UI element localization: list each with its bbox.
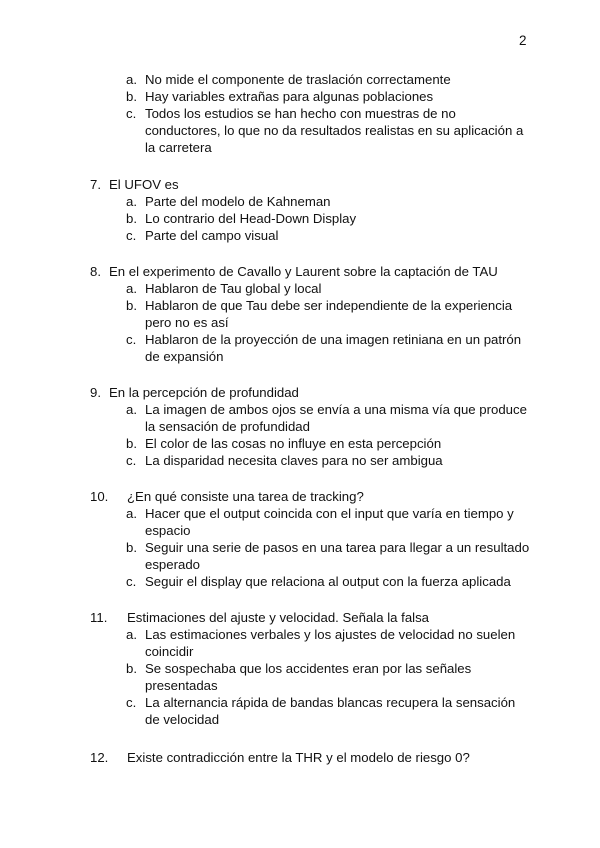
option-text: Hablaron de la proyección de una imagen retiniana en un patrón de expansión xyxy=(145,332,522,364)
option-9b xyxy=(90,435,540,452)
page-number: 2 xyxy=(519,33,527,48)
option-letter: a. xyxy=(126,281,137,296)
option-text: Todos los estudios se han hecho con muestras de no conductores, lo que no da resultados realistas en su aplicación a la carretera xyxy=(145,106,524,155)
option-8c xyxy=(90,331,540,365)
question-number: 8. xyxy=(90,264,101,279)
option-text: La imagen de ambos ojos se envía a una misma vía que produce la sensación de profundidad xyxy=(145,402,527,434)
option-11a xyxy=(90,626,540,660)
option-letter: c. xyxy=(126,453,137,468)
option-letter: b. xyxy=(126,436,137,451)
option-text: Parte del modelo de Kahneman xyxy=(145,194,331,209)
option-text: Hacer que el output coincida con el input que varía en tiempo y espacio xyxy=(145,506,514,538)
option-text: La disparidad necesita claves para no ser ambigua xyxy=(145,453,443,468)
option-letter: b. xyxy=(126,211,137,226)
question-8 xyxy=(90,263,540,365)
option-6a xyxy=(90,71,540,88)
option-text: No mide el componente de traslación correctamente xyxy=(145,72,451,87)
question-text: El UFOV es xyxy=(109,177,179,192)
option-letter: c. xyxy=(126,332,137,347)
option-8b xyxy=(90,297,540,331)
question-6-continuation xyxy=(90,71,540,156)
option-9a xyxy=(90,401,540,435)
option-6b xyxy=(90,88,540,105)
question-text: Existe contradicción entre la THR y el modelo de riesgo 0? xyxy=(127,750,470,765)
question-number: 9. xyxy=(90,385,101,400)
option-text: Las estimaciones verbales y los ajustes de velocidad no suelen coincidir xyxy=(145,627,516,659)
question-10 xyxy=(90,488,540,590)
option-text: Hablaron de que Tau debe ser independiente de la experiencia pero no es así xyxy=(145,298,513,330)
question-number: 7. xyxy=(90,177,101,192)
question-number: 12. xyxy=(90,750,109,765)
option-10c xyxy=(90,573,540,590)
question-text: ¿En qué consiste una tarea de tracking? xyxy=(127,489,364,504)
option-letter: b. xyxy=(126,298,137,313)
option-text: Hay variables extrañas para algunas poblaciones xyxy=(145,89,434,104)
option-letter: b. xyxy=(126,89,137,104)
option-7c xyxy=(90,227,540,244)
option-text: El color de las cosas no influye en esta percepción xyxy=(145,436,442,451)
option-11b xyxy=(90,660,540,694)
option-letter: c. xyxy=(126,574,137,589)
option-text: La alternancia rápida de bandas blancas recupera la sensación de velocidad xyxy=(145,695,516,727)
option-text: Seguir una serie de pasos en una tarea para llegar a un resultado esperado xyxy=(145,540,530,572)
question-9 xyxy=(90,384,540,469)
option-text: Parte del campo visual xyxy=(145,228,279,243)
option-letter: b. xyxy=(126,661,137,676)
option-7b xyxy=(90,210,540,227)
option-9c xyxy=(90,452,540,469)
option-6c xyxy=(90,105,540,156)
option-letter: a. xyxy=(126,72,137,87)
option-letter: c. xyxy=(126,695,137,710)
question-text: En la percepción de profundidad xyxy=(109,385,299,400)
question-7 xyxy=(90,176,540,244)
option-text: Se sospechaba que los accidentes eran por las señales presentadas xyxy=(145,661,472,693)
option-10a xyxy=(90,505,540,539)
question-number: 10. xyxy=(90,489,109,504)
question-number: 11. xyxy=(90,610,108,625)
option-letter: c. xyxy=(126,228,137,243)
option-text: Lo contrario del Head-Down Display xyxy=(145,211,357,226)
option-10b xyxy=(90,539,540,573)
option-letter: b. xyxy=(126,540,137,555)
option-text: Hablaron de Tau global y local xyxy=(145,281,322,296)
option-text: Seguir el display que relaciona al output con la fuerza aplicada xyxy=(145,574,511,589)
question-text: En el experimento de Cavallo y Laurent sobre la captación de TAU xyxy=(109,264,498,279)
option-7a xyxy=(90,193,540,210)
option-letter: a. xyxy=(126,194,137,209)
option-letter: a. xyxy=(126,506,137,521)
question-12 xyxy=(90,749,540,766)
option-letter: c. xyxy=(126,106,137,121)
option-letter: a. xyxy=(126,402,137,417)
option-8a xyxy=(90,280,540,297)
question-11 xyxy=(90,609,540,728)
option-11c xyxy=(90,694,540,728)
question-text: Estimaciones del ajuste y velocidad. Señala la falsa xyxy=(127,610,430,625)
option-letter: a. xyxy=(126,627,137,642)
